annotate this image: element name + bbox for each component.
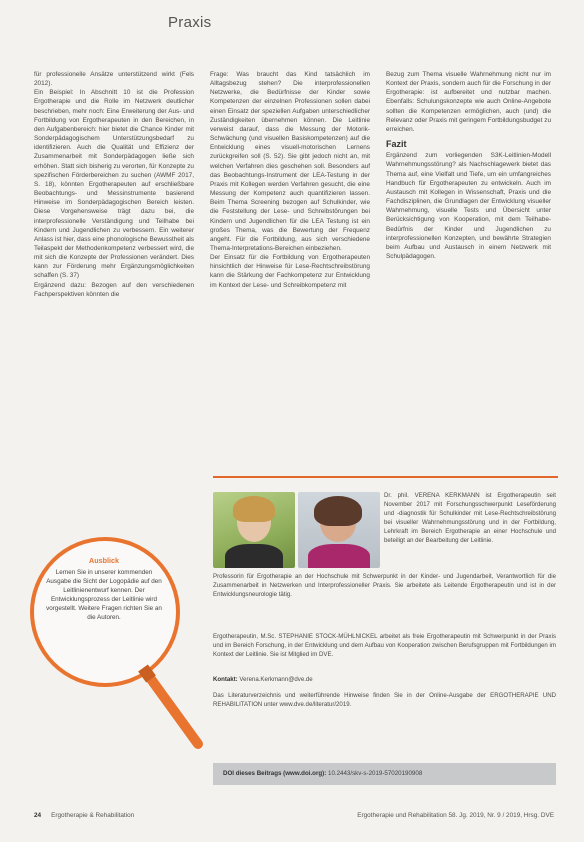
contact-line [213,676,556,685]
contact-label: Kontakt: [213,676,238,683]
callout-title: Ausblick [89,556,119,565]
doi-label: DOI dieses Beitrags (www.doi.org): [223,770,327,777]
col3-paragraph-1: Bezug zum Thema visuelle Wahrnehmung nicht nur im Kontext der Praxis, sondern auch für die Forschung in der Ergotherapie: ist aufbereitet und nutzbar machen. Ebenfalls: Schulungskonzepte wie auch Online-Angebote sollten die Kompetenzen ermöglichen, auch (und) die Relevanz oder Praxis mit geringem Fortbildungsbudget zu erreichen. [386,71,551,133]
col1-paragraph-2: Ein Beispiel: In Abschnitt 10 ist die Profession Ergotherapie und die Rolle im Netzwerk deutlicher beschrieben, mehr noch: Eine Erweiterung der Aus- und Fortbildung von Ergotherapeuten in den Bereichen, in den Aufgabenbereich: hier bietet die Chance Kinder mit Sonderpädagogischem Unterstützungsbedarf zu identifizieren. Auch die Qualität und Effizienz der Zusammenarbeit mit Sonderpädagogen ließe sich erhöhen. Statt sich bisherig zu verorten, für Konzepte zu spezifischen Förderbereichen zu suchen (AWMF 2017, S. 18), könnten Ergotherapeuten auf erschließbare Beobachtungs- und Messinstrumente basierend Hinweise im Sonderpädagogischen Bereich leisten. Diese Vorgehensweise trägt dazu bei, die interprofessionelle Verständigung und Teilhabe bei Kindern und Jugendlichen zu verbessern. Ein weiterer Anlass ist hier, dass eine phonologische Bewusstheit als Teilaspekt der Methodenkompetenz verbessert wird, die mit sich die Konzepte der Professionen verändert. Dies kann zur Förderung mehr Ergänzungsmöglichkeiten schaffen (S. 37) [34,89,194,280]
article-column-1 [34,70,194,430]
author-section-rule [213,476,558,478]
col1-paragraph-3: Ergänzend dazu: Bezogen auf den verschiedenen Fachperspektiven könnten die [34,281,194,298]
author-bio-stock-muehlnickel: Ergotherapeutin, M.Sc. STEPHANIE STOCK-MÜHLNICKEL arbeitet als freie Ergotherapeutin mit Schwerpunkt in der Praxis und im Bereich Forschung, in der Entwicklung und dem Aufbau von Kooperation zwischen Berufsgruppen mit Fortbildungen im Kontext der Leitlinie. Sie ist Mitglied im DVE. [213,633,556,658]
hair-shape [233,496,275,522]
hair-shape [314,496,362,526]
issue-info: Ergotherapie und Rehabilitation 58. Jg. 2019, Nr. 9 / 2019, Hrsg. DVE [357,812,554,819]
col2-paragraph-2: Der Einsatz für die Fortbildung von Ergotherapeuten hinsichtlich der Hinweise für Lese-Rechtschreibstörung kann die Stärkung der Fachkompetenz zur Entwicklung im Kontext der Lese- und Schreibkompetenz mit [210,254,370,289]
callout-text: Lernen Sie in unserer kommenden Ausgabe die Sicht der Logopädie auf den Leitlinienentwurf kennen. Der Entwicklungsprozess der Leitlinie wird vorgestellt. Weitere Fragen richten Sie an die Autoren. [46,569,162,621]
shoulders-shape [225,544,283,568]
article-column-3 [386,70,551,261]
doi-bar [213,763,556,785]
page-number: 24 [34,812,42,819]
author-photo-kerkmann [213,492,295,568]
col1-paragraph-1: für professionelle Ansätze unterstützend wirkt (Fels 2012). [34,71,194,88]
col2-paragraph-1: Frage: Was braucht das Kind tatsächlich im Alltagsbezug stehen? Die interprofessionellen Netzwerke, die Bedürfnisse der Kinder sowie Kompetenzen der einzelnen Professionen sollen dabei einen Einsatz der speziellen Aufgaben unterschiedlicher Zuständigkeiten übernehmen können. Die Leitlinie verweist darauf, dass die Messung der Motorik-Schwächung (und visuellen Basiskompetenzen) auf die Entwicklung eines visuell-motorischen Lernens zurückgreifen soll (S. 52). Sie gibt jedoch nicht an, mit welchen Verfahren dies geschehen soll. Besonders auf das Beobachtungs-Instrument der LEA-Testung in der Praxis mit Kollegen werden Verfahren gesucht, die eine Messung der Kompetenz auch quantifizieren lassen. Beim Thema Screening bezogen auf Schulkinder, wie die Feststellung der Lese- und Schreibstörungen bei Kindern und Jugendlichen für die LEA Testung ist ein großes Thema, was die Bewertung der Frequenz angeht. Für die Fortbildung, aus sich verschiedene Thema-Interpretations-Bereichen einbeziehen. [210,71,370,252]
journal-name: Ergotherapie & Rehabilitation [51,812,135,819]
author-photo-stock-muehlnickel [298,492,380,568]
author-bio-kerkmann-continued: Professorin für Ergotherapie an der Hochschule mit Schwerpunkt in der Kinder- und Jugendarbeit, Verantwortlich für die Zusammenarbeit in Netzwerken und Interprofessioneller Praxis. Sie arbeitete als Leitende Ergotherapeutin und ist in der Entwicklungsneurologie tätig. [213,573,556,598]
fazit-heading: Fazit [386,139,407,150]
contact-email[interactable]: Verena.Kerkmann@dve.de [239,676,313,683]
page-footer [34,812,554,819]
doi-value[interactable]: 10.2443/skv-s-2019-57020190908 [328,770,423,777]
article-column-2 [210,70,370,450]
fazit-paragraph: Ergänzend zum vorliegenden S3K-Leitlinien-Modell Wahrnehmungsstörung? als Nachschlagewerk bietet das Thema auf, eine Vielfalt und Tiefe, um ein umfangreiches Handbuch für Ergotherapeuten zu entwickeln. Auch im Austausch mit Kollegen in Wissenschaft, Praxis und die Fachdisziplinen, die Grundlagen der Entwicklung visueller Wahrnehmung, visuelle Tests und Übersicht unter Berücksichtigung von Kooperation, mit dem Teilhabe-Bedürfnis der Kinder und Jugendlichen zu interprofessionellen Konzepten, und bewährte Strategien beim Aufbau und Austausch in einem Netzwerk mit Schulpädagogen. [386,152,551,260]
author-bio-kerkmann: Dr. phil. VERENA KERKMANN ist Ergotherapeutin seit November 2017 mit Forschungsschwerpunkt Leseförderung und -diagnostik für Schulkinder mit Lese-Rechtschreibstörung bei visueller Wahrnehmungsstörung und in der Fortbildung, Lehrkraft im Bereich Ergotherapie an einer Hochschule und beteiligt an der Bearbeitung der Leitlinie. [384,492,556,544]
references-note: Das Literaturverzeichnis und weiterführende Hinweise finden Sie in der Online-Ausgabe der ERGOTHERAPIE UND REHABILITATION unter www.dve.de/literatur/2019. [213,692,556,708]
section-title: Praxis [168,14,212,31]
shoulders-shape [308,544,370,568]
